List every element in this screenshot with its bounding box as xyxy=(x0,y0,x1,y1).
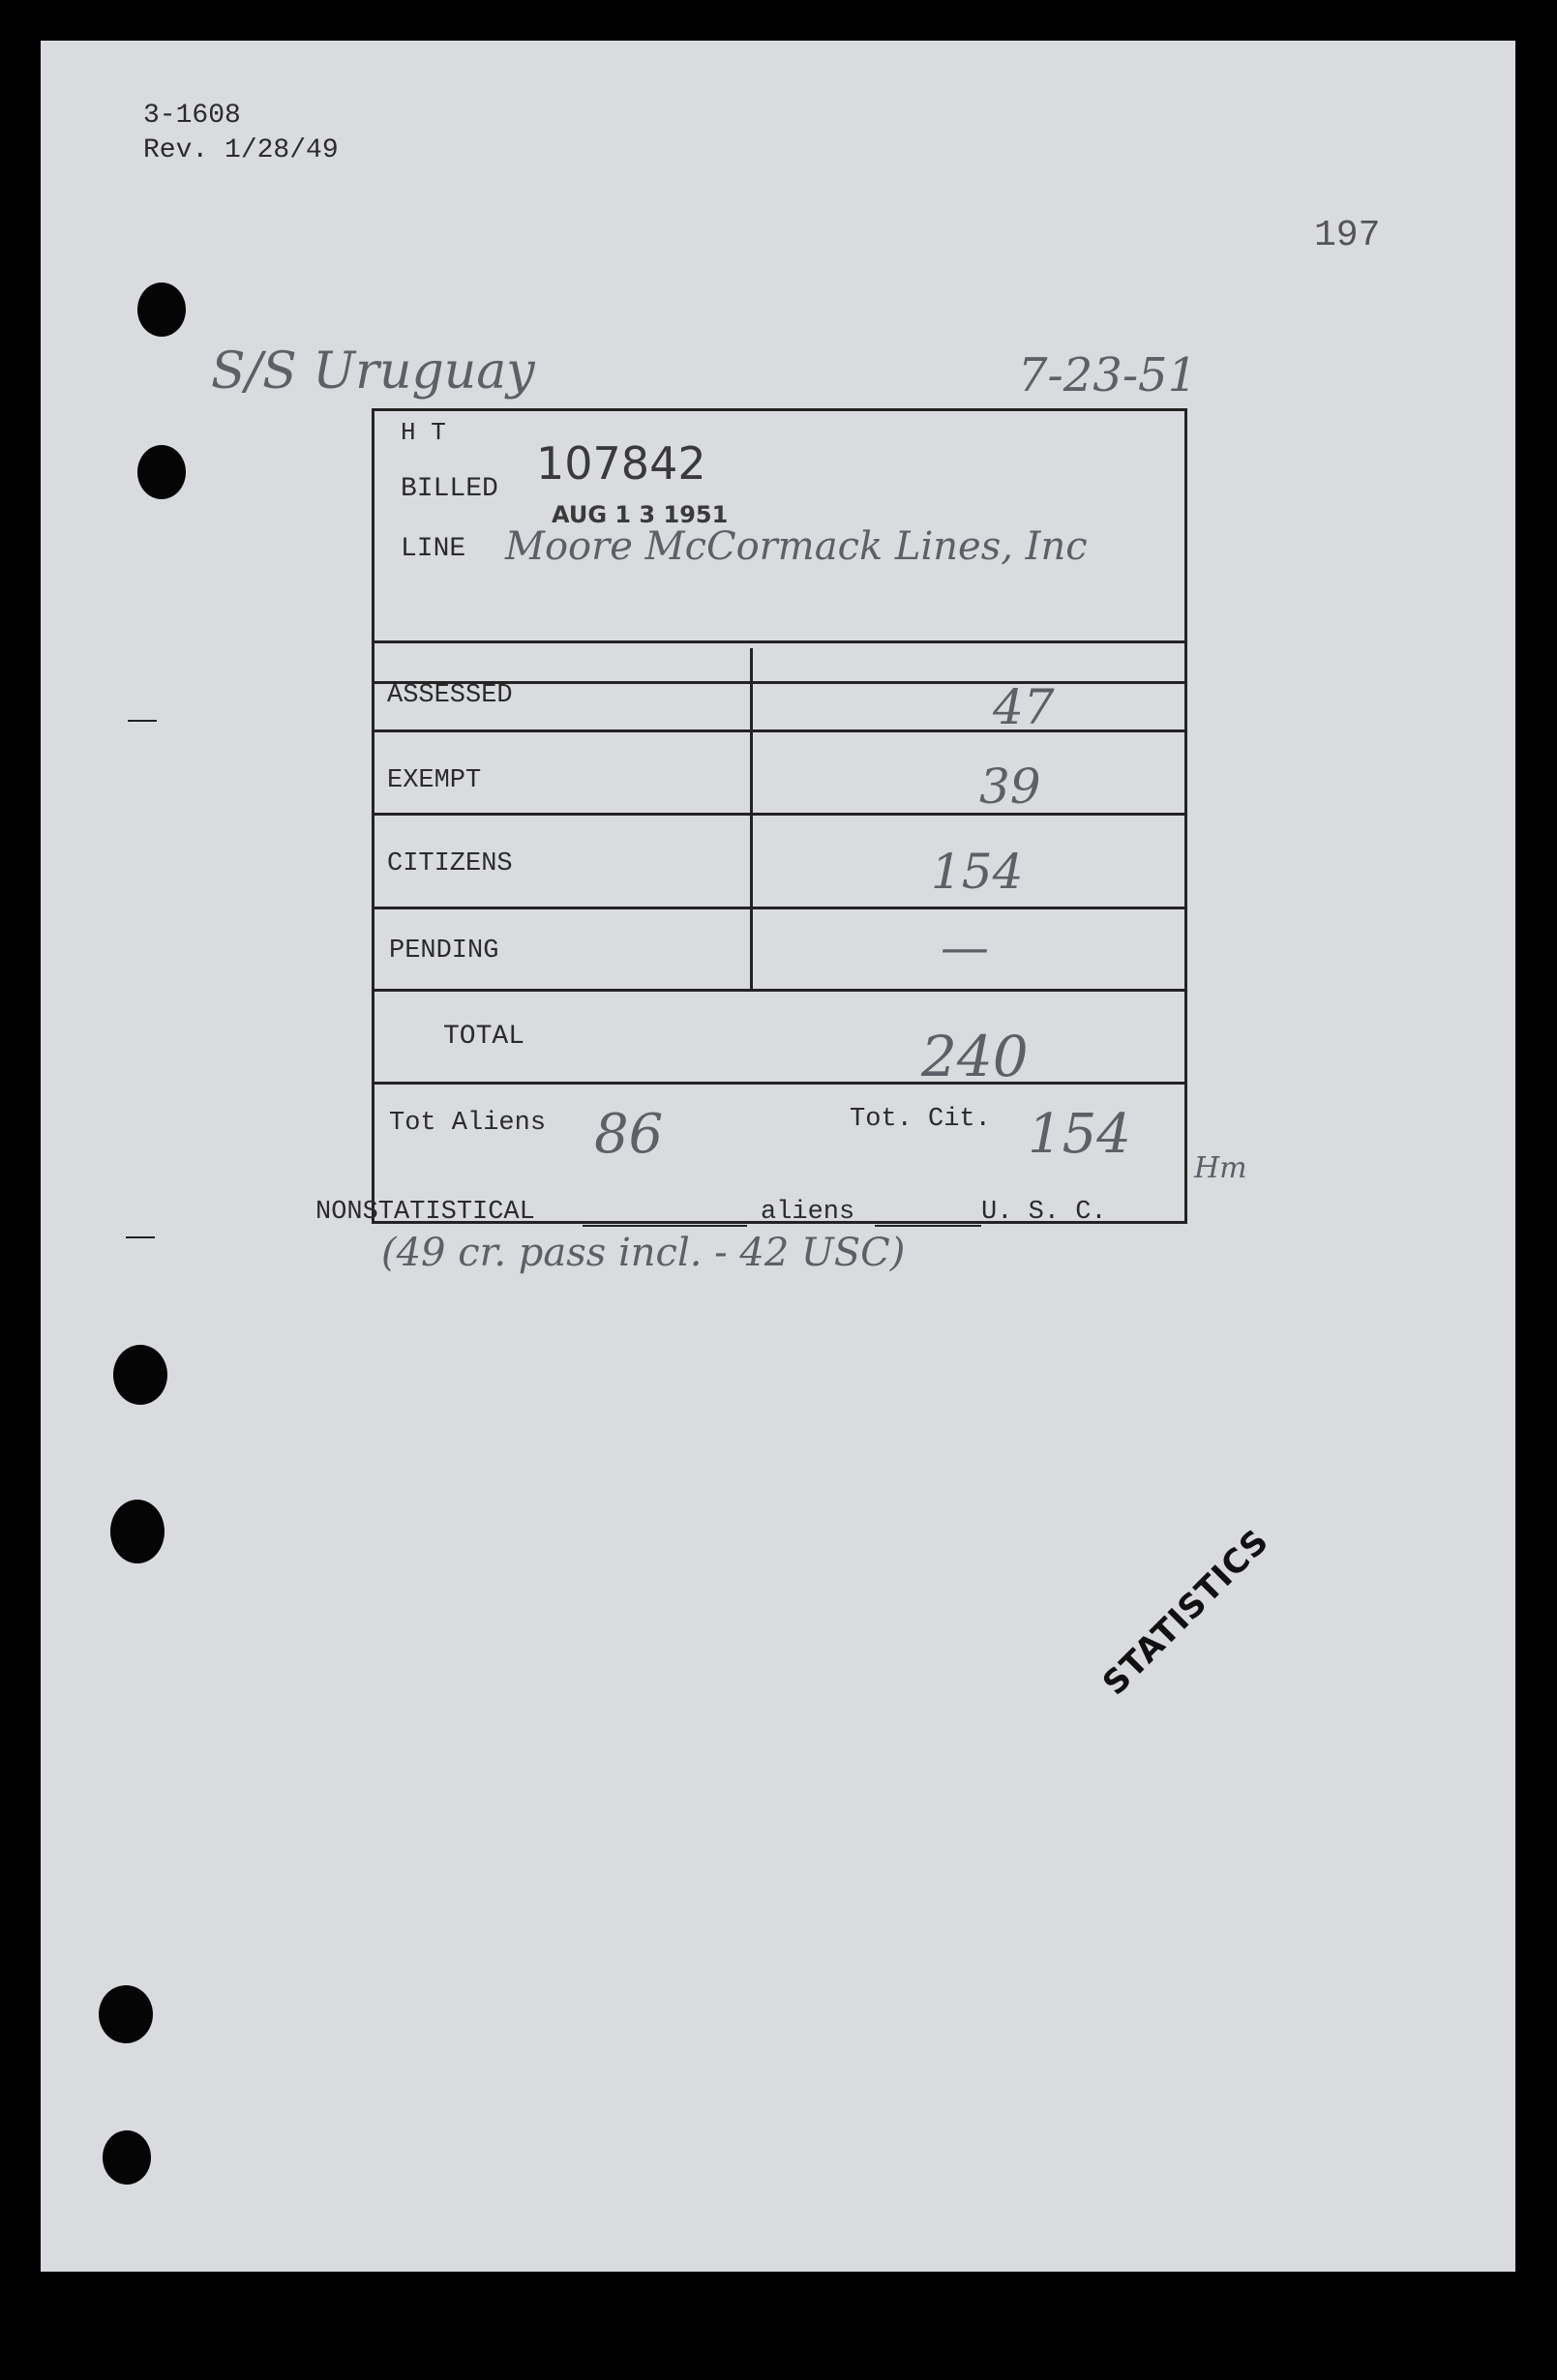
usc-blank xyxy=(875,1225,981,1227)
handwritten-note: (49 cr. pass incl. - 42 USC) xyxy=(381,1231,906,1275)
punch-hole xyxy=(113,1345,167,1405)
voyage-date: 7-23-51 xyxy=(1018,348,1198,402)
statistics-stamp: STATISTICS xyxy=(1095,1521,1277,1704)
row-label-citizens: CITIZENS xyxy=(387,849,513,878)
punch-hole xyxy=(99,1985,153,2043)
punch-hole xyxy=(103,2130,151,2185)
line-label: LINE xyxy=(401,534,466,564)
row-value-assessed: 47 xyxy=(993,679,1055,735)
table-rule xyxy=(372,1082,1187,1085)
ship-name: S/S Uruguay xyxy=(211,342,535,401)
aliens-label: aliens xyxy=(761,1198,855,1227)
billed-label: BILLED xyxy=(401,474,498,504)
total-label: TOTAL xyxy=(443,1022,525,1052)
tot-cit-label: Tot. Cit. xyxy=(850,1105,991,1134)
table-rule xyxy=(372,989,1187,992)
billed-date-stamp: AUG 1 3 1951 xyxy=(552,501,729,528)
punch-hole xyxy=(137,283,186,337)
nonstat-blank xyxy=(583,1225,747,1227)
ht-label: H T xyxy=(401,418,446,447)
edge-mark xyxy=(128,720,157,722)
initials: Hm xyxy=(1194,1151,1247,1185)
total-value: 240 xyxy=(921,1024,1029,1089)
punch-hole xyxy=(110,1500,165,1563)
document-page xyxy=(41,41,1515,2272)
ht-number: 107842 xyxy=(536,437,706,490)
table-rule xyxy=(372,640,1187,643)
punch-hole xyxy=(137,445,186,499)
line-name: Moore McCormack Lines, Inc xyxy=(505,524,1088,569)
usc-label: U. S. C. xyxy=(981,1198,1107,1227)
edge-mark xyxy=(126,1236,155,1238)
tot-cit-value: 154 xyxy=(1028,1103,1131,1166)
form-revision: Rev. 1/28/49 xyxy=(143,135,339,165)
page-number: 197 xyxy=(1314,215,1381,256)
table-rule xyxy=(372,813,1187,816)
row-value-citizens: 154 xyxy=(931,844,1024,900)
table-rule xyxy=(372,729,1187,732)
tot-aliens-label: Tot Aliens xyxy=(389,1109,547,1138)
row-value-pending: — xyxy=(941,919,989,975)
form-number: 3-1608 xyxy=(143,101,241,131)
row-label-assessed: ASSESSED xyxy=(387,681,513,710)
nonstat-label: NONSTATISTICAL xyxy=(315,1198,535,1227)
table-rule xyxy=(372,907,1187,909)
row-value-exempt: 39 xyxy=(979,759,1041,815)
tot-aliens-value: 86 xyxy=(594,1103,664,1166)
row-label-exempt: EXEMPT xyxy=(387,766,482,795)
table-divider xyxy=(750,648,753,989)
row-label-pending: PENDING xyxy=(389,937,499,966)
